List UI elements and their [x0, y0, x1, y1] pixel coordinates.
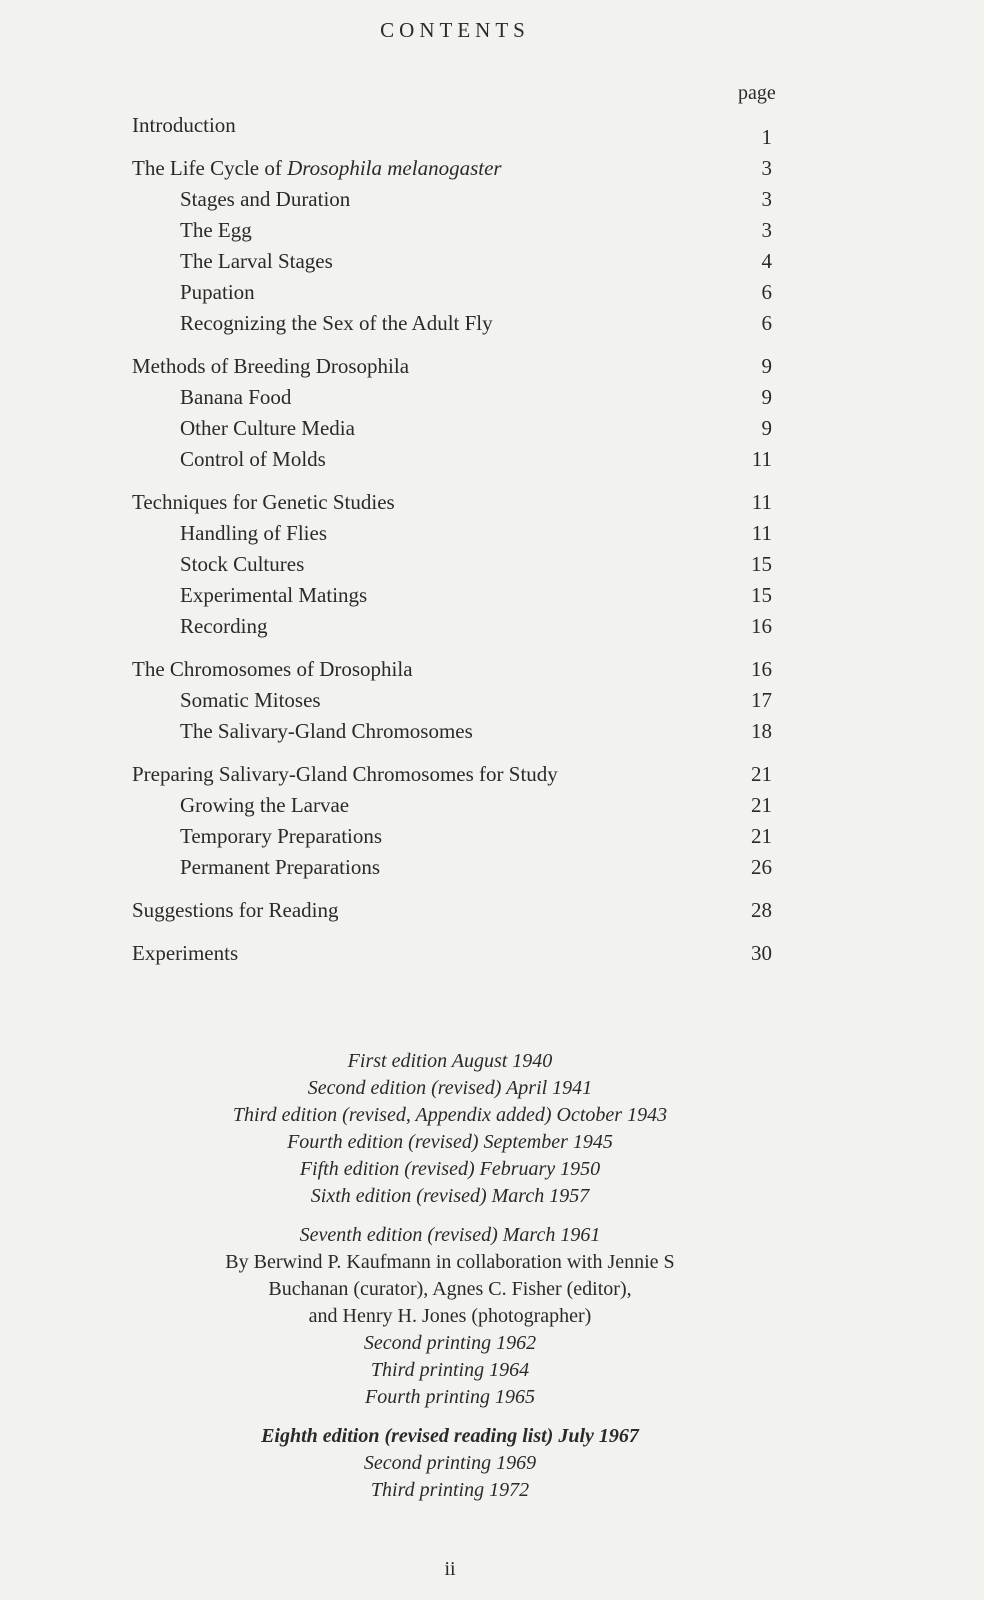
toc-subentry: [132, 277, 772, 308]
toc-subentry-page: 9: [761, 385, 772, 409]
toc-section-reading: [132, 895, 772, 926]
toc-subentry-page: 11: [751, 447, 772, 471]
toc-subentry: [132, 685, 772, 716]
toc-entry-page: 1: [761, 125, 772, 149]
toc-entry: [132, 938, 772, 969]
toc-subentry-label: The Salivary-Gland Chromosomes: [180, 719, 473, 743]
toc-subentry: [132, 549, 772, 580]
toc-subentry-page: 4: [761, 249, 772, 273]
toc-subentry: [132, 611, 772, 642]
toc-subentry-label: Other Culture Media: [180, 416, 355, 440]
table-of-contents: [132, 110, 772, 981]
toc-entry: [132, 654, 772, 685]
species-name: Drosophila melanogaster: [287, 156, 502, 180]
toc-subentry-label: Somatic Mitoses: [180, 688, 321, 712]
credit-line: and Henry H. Jones (photographer): [308, 1305, 592, 1327]
toc-subentry: [132, 413, 772, 444]
toc-entry-label: Suggestions for Reading: [132, 898, 339, 922]
toc-subentry-page: 3: [761, 218, 772, 242]
toc-subentry: [132, 215, 772, 246]
toc-entry-label: Introduction: [132, 113, 236, 137]
toc-subentry: [132, 246, 772, 277]
toc-section-introduction: [132, 110, 772, 149]
toc-entry-label: Techniques for Genetic Studies: [132, 490, 395, 514]
toc-entry: [132, 351, 772, 382]
page-column-heading: page: [738, 82, 776, 104]
toc-subentry-label: Banana Food: [180, 385, 292, 409]
toc-subentry: [132, 382, 772, 413]
toc-subentry-label: Recognizing the Sex of the Adult Fly: [180, 311, 493, 335]
toc-subentry-page: 9: [761, 416, 772, 440]
toc-subentry-label: Stock Cultures: [180, 552, 305, 576]
toc-subentry: [132, 821, 772, 852]
toc-entry: [132, 759, 772, 790]
toc-entry-label: The Life Cycle of Drosophila melanogaster: [132, 156, 502, 180]
edition-line: Eighth edition (revised reading list) July 1967: [261, 1425, 639, 1447]
credit-line: Buchanan (curator), Agnes C. Fisher (editor),: [268, 1278, 632, 1300]
toc-subentry: [132, 580, 772, 611]
toc-subentry: [132, 790, 772, 821]
toc-entry-page: 21: [751, 762, 772, 786]
credit-line: By Berwind P. Kaufmann in collaboration with Jennie S: [225, 1251, 675, 1273]
toc-subentry-page: 26: [751, 855, 772, 879]
toc-subentry-label: Growing the Larvae: [180, 793, 350, 817]
toc-section-life-cycle: [132, 153, 772, 339]
toc-subentry: [132, 716, 772, 747]
toc-section-techniques: [132, 487, 772, 642]
edition-line: Fifth edition (revised) February 1950: [299, 1158, 601, 1180]
toc-subentry-label: Handling of Flies: [180, 521, 327, 545]
toc-entry-label: Methods of Breeding Drosophila: [132, 354, 410, 378]
toc-section-breeding: [132, 351, 772, 475]
toc-subentry-label: Permanent Preparations: [180, 855, 381, 879]
edition-line: Third edition (revised, Appendix added) October 1943: [232, 1104, 668, 1126]
toc-subentry: [132, 852, 772, 883]
toc-subentry-label: Control of Molds: [180, 447, 326, 471]
toc-subentry-page: 21: [751, 824, 772, 848]
toc-entry: [132, 895, 772, 926]
toc-entry-page: 3: [761, 156, 772, 180]
edition-line: Seventh edition (revised) March 1961: [299, 1224, 601, 1246]
edition-line: Fourth edition (revised) September 1945: [287, 1131, 613, 1153]
toc-subentry-label: Experimental Matings: [180, 583, 368, 607]
page-number: ii: [444, 1558, 456, 1580]
printing-line: Second printing 1962: [363, 1332, 537, 1354]
page-title: CONTENTS: [380, 18, 530, 42]
toc-entry-label: Preparing Salivary-Gland Chromosomes for Study: [132, 762, 558, 786]
toc-subentry-page: 18: [751, 719, 772, 743]
toc-section-chromosomes: [132, 654, 772, 747]
toc-entry-page: 11: [751, 490, 772, 514]
toc-subentry-page: 6: [761, 311, 772, 335]
toc-entry: [132, 153, 772, 184]
toc-subentry: [132, 444, 772, 475]
toc-subentry-label: Temporary Preparations: [180, 824, 383, 848]
toc-section-experiments: [132, 938, 772, 969]
toc-entry: [132, 110, 772, 149]
toc-subentry-page: 17: [751, 688, 772, 712]
toc-subentry-label: Stages and Duration: [180, 187, 351, 211]
toc-subentry-page: 21: [751, 793, 772, 817]
toc-entry-page: 30: [751, 941, 772, 965]
spacer: [0, 1210, 900, 1222]
toc-entry: [132, 487, 772, 518]
toc-subentry-page: 11: [751, 521, 772, 545]
printing-line: Second printing 1969: [363, 1452, 537, 1474]
toc-entry-page: 9: [761, 354, 772, 378]
toc-subentry-label: The Egg: [180, 218, 252, 242]
toc-entry-label: Experiments: [132, 941, 239, 965]
toc-subentry: [132, 308, 772, 339]
toc-entry-page: 16: [751, 657, 772, 681]
toc-subentry-page: 6: [761, 280, 772, 304]
edition-line: Sixth edition (revised) March 1957: [310, 1185, 590, 1207]
toc-subentry-label: Pupation: [180, 280, 255, 304]
spacer: [0, 1411, 900, 1423]
toc-subentry-page: 15: [751, 583, 772, 607]
edition-line: First edition August 1940: [347, 1050, 553, 1072]
edition-line: Second edition (revised) April 1941: [307, 1077, 593, 1099]
toc-subentry-label: Recording: [180, 614, 268, 638]
toc-subentry: [132, 184, 772, 215]
toc-section-preparing: [132, 759, 772, 883]
toc-entry-page: 28: [751, 898, 772, 922]
toc-subentry: [132, 518, 772, 549]
printing-line: Third printing 1972: [370, 1479, 530, 1501]
toc-subentry-label: The Larval Stages: [180, 249, 333, 273]
printing-line: Fourth printing 1965: [364, 1386, 535, 1408]
toc-subentry-page: 15: [751, 552, 772, 576]
toc-entry-label: The Chromosomes of Drosophila: [132, 657, 413, 681]
toc-subentry-page: 3: [761, 187, 772, 211]
edition-history: [0, 1048, 900, 1504]
printing-line: Third printing 1964: [370, 1359, 530, 1381]
toc-subentry-page: 16: [751, 614, 772, 638]
